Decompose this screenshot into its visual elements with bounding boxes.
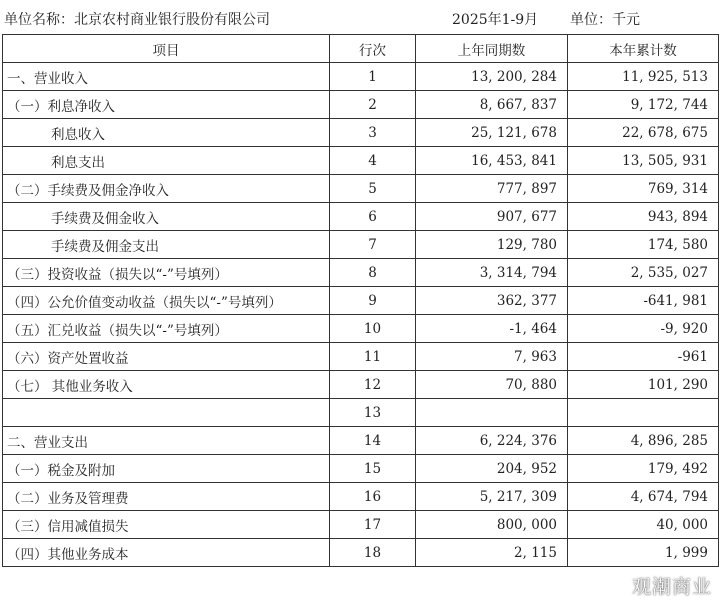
row-item-label: （三）信用减值损失 [3, 511, 330, 539]
row-line-number: 1 [330, 63, 416, 91]
row-prior-value: 777, 897 [416, 175, 568, 203]
table-row [3, 231, 719, 259]
table-row [3, 399, 719, 427]
col-header-line-no: 行次 [330, 35, 416, 63]
row-prior-value: 5, 217, 309 [416, 483, 568, 511]
table-row [3, 483, 719, 511]
row-prior-value: 16, 453, 841 [416, 147, 568, 175]
watermark-text: 观潮商业 [631, 576, 712, 598]
col-header-current-ytd: 本年累计数 [568, 35, 719, 63]
row-current-value: 4, 896, 285 [568, 427, 719, 455]
table-row [3, 147, 719, 175]
row-line-number: 15 [330, 455, 416, 483]
row-item-label: （六）资产处置收益 [3, 343, 330, 371]
table-row [3, 427, 719, 455]
row-item-label: （二）业务及管理费 [3, 483, 330, 511]
row-prior-value: 129, 780 [416, 231, 568, 259]
row-item-label: （四）公允价值变动收益（损失以“-”号填列） [3, 287, 330, 315]
row-prior-value: 7, 963 [416, 343, 568, 371]
row-item-label: （七） 其他业务收入 [3, 371, 330, 399]
currency-unit: 单位：千元 [570, 12, 640, 28]
row-item-label: 二、营业支出 [3, 427, 330, 455]
row-item-label [3, 399, 330, 427]
row-prior-value: 204, 952 [416, 455, 568, 483]
col-header-prior-period: 上年同期数 [416, 35, 568, 63]
table-row [3, 119, 719, 147]
row-current-value: 943, 894 [568, 203, 719, 231]
row-prior-value: 8, 667, 837 [416, 91, 568, 119]
table-row [3, 203, 719, 231]
row-line-number: 5 [330, 175, 416, 203]
row-current-value: -9, 920 [568, 315, 719, 343]
row-prior-value: 70, 880 [416, 371, 568, 399]
row-current-value: 101, 290 [568, 371, 719, 399]
row-prior-value: 907, 677 [416, 203, 568, 231]
row-item-label: （五）汇兑收益（损失以“-”号填列） [3, 315, 330, 343]
row-prior-value: 2, 115 [416, 539, 568, 567]
table-row [3, 259, 719, 287]
row-item-label: （一）税金及附加 [3, 455, 330, 483]
row-item-label: 利息支出 [3, 147, 330, 175]
row-line-number: 12 [330, 371, 416, 399]
row-line-number: 18 [330, 539, 416, 567]
row-current-value: 9, 172, 744 [568, 91, 719, 119]
table-row [3, 455, 719, 483]
row-line-number: 4 [330, 147, 416, 175]
row-current-value: -961 [568, 343, 719, 371]
row-item-label: 手续费及佣金支出 [3, 231, 330, 259]
table-row [3, 511, 719, 539]
table-row [3, 287, 719, 315]
row-item-label: 一、营业收入 [3, 63, 330, 91]
row-current-value: 11, 925, 513 [568, 63, 719, 91]
row-line-number: 3 [330, 119, 416, 147]
table-row [3, 175, 719, 203]
income-statement-table [2, 34, 719, 567]
row-line-number: 13 [330, 399, 416, 427]
row-current-value: 4, 674, 794 [568, 483, 719, 511]
row-prior-value: 362, 377 [416, 287, 568, 315]
row-current-value: 1, 999 [568, 539, 719, 567]
table-row [3, 315, 719, 343]
row-line-number: 17 [330, 511, 416, 539]
row-line-number: 2 [330, 91, 416, 119]
row-current-value: 174, 580 [568, 231, 719, 259]
row-item-label: （三）投资收益（损失以“-”号填列） [3, 259, 330, 287]
row-current-value: 13, 505, 931 [568, 147, 719, 175]
row-line-number: 8 [330, 259, 416, 287]
table-row [3, 371, 719, 399]
row-prior-value: 13, 200, 284 [416, 63, 568, 91]
row-current-value: 2, 535, 027 [568, 259, 719, 287]
company-name: 单位名称：北京农村商业银行股份有限公司 [4, 12, 270, 28]
row-line-number: 16 [330, 483, 416, 511]
row-prior-value: -1, 464 [416, 315, 568, 343]
row-line-number: 10 [330, 315, 416, 343]
row-item-label: （二）手续费及佣金净收入 [3, 175, 330, 203]
row-line-number: 11 [330, 343, 416, 371]
row-prior-value [416, 399, 568, 427]
table-row [3, 91, 719, 119]
row-current-value: 40, 000 [568, 511, 719, 539]
row-current-value [568, 399, 719, 427]
row-prior-value: 3, 314, 794 [416, 259, 568, 287]
row-current-value: 22, 678, 675 [568, 119, 719, 147]
row-current-value: 769, 314 [568, 175, 719, 203]
row-prior-value: 6, 224, 376 [416, 427, 568, 455]
col-header-item: 项目 [3, 35, 330, 63]
table-row [3, 343, 719, 371]
table-row [3, 539, 719, 567]
row-line-number: 7 [330, 231, 416, 259]
row-current-value: -641, 981 [568, 287, 719, 315]
row-line-number: 6 [330, 203, 416, 231]
row-prior-value: 800, 000 [416, 511, 568, 539]
report-header [0, 0, 720, 34]
row-item-label: （一）利息净收入 [3, 91, 330, 119]
row-prior-value: 25, 121, 678 [416, 119, 568, 147]
row-item-label: （四）其他业务成本 [3, 539, 330, 567]
row-line-number: 14 [330, 427, 416, 455]
row-item-label: 利息收入 [3, 119, 330, 147]
row-current-value: 179, 492 [568, 455, 719, 483]
table-row [3, 63, 719, 91]
table-header-row [3, 35, 719, 63]
row-line-number: 9 [330, 287, 416, 315]
report-period: 2025年1-9月 [452, 12, 539, 28]
row-item-label: 手续费及佣金收入 [3, 203, 330, 231]
